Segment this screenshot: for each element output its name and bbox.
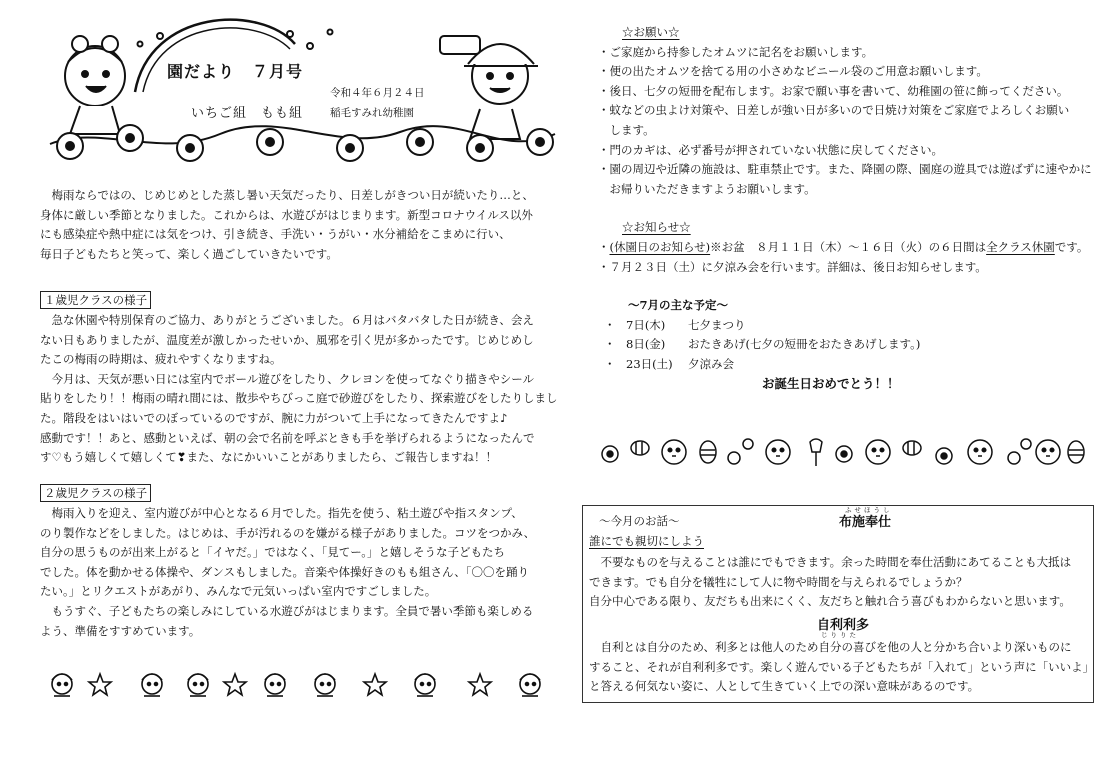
flower-icon: [728, 439, 753, 464]
section-heading: １歳児クラスの様子: [40, 291, 151, 309]
section-1-year-class: [40, 291, 558, 468]
talk-body-2: [589, 638, 1094, 697]
talk-line: できます。でも自分を犠牲にして人に物や時間を与えられるでしょうか？: [589, 574, 968, 589]
flower-icon: [1008, 439, 1031, 464]
header-illustration: [40, 14, 565, 164]
section-line: 急な休園や特別保育のご協力、ありがとうございました。６月はバタバタした日が続き、会え: [51, 313, 534, 327]
monthly-talk-box: [582, 505, 1094, 703]
section-line: 今月は、天気が悪い日には室内でボール遊びをしたり、クレヨンを使ってなぐり描きやシール: [51, 371, 535, 386]
schedule-date: 8日(金): [626, 337, 666, 352]
requests-section: [598, 23, 1092, 199]
notices-section: [598, 238, 1088, 277]
section-line: たこの梅雨の時期は、疲れやすくなりますね。: [40, 352, 282, 367]
request-item: ・蚊などの虫よけ対策や、日差しが強い日が多いので日焼け対策をご家庭でよろしくお願い: [598, 103, 1070, 118]
bird-icon: [766, 440, 790, 464]
requests-title: ☆お願い☆: [622, 25, 680, 39]
closure-notice-end: です。: [1054, 240, 1089, 254]
talk-title-1-ruby: ふせほうし: [845, 506, 893, 514]
fairy-icon: [415, 674, 435, 696]
egg-icon: [1068, 441, 1084, 463]
flower-icon: [836, 446, 852, 462]
schedule-section: [604, 296, 920, 374]
request-item: お帰りいただきますようお願いします。: [598, 181, 816, 196]
section-2-year-class: [40, 484, 535, 641]
star-icon: [469, 674, 491, 695]
bird-icon: [662, 440, 686, 464]
intro-line: にも感染症や熱中症には気をつけ、引き続き、手洗い・うがい・水分補給をこまめに行い、: [40, 227, 511, 242]
tulip-icon: [810, 439, 822, 466]
schedule-event: 七夕まつり: [688, 317, 746, 332]
talk-title-2: 自利利多: [817, 618, 870, 633]
talk-line: と答える何気ない姿に、人として生きていく上での深い意味があるのです。: [589, 679, 980, 694]
fairy-icon: [52, 674, 72, 696]
section-line: たい。」とリクエストがあがり、みんなで元気いっぱい室内ですごしました。: [40, 584, 437, 599]
talk-label: ～今月のお話～: [599, 514, 680, 528]
section-line: ない日もありましたが、温度差が激しかったせいか、風邪を引く児が多かったです。じめじめし: [40, 332, 534, 347]
section-line: のり製作などをしました。はじめは、手が汚れるのを嫌がる様子がありました。コツをつかみ、: [40, 525, 536, 540]
schedule-bullet: ・: [604, 356, 616, 371]
talk-line: 自分中心である限り、友だちも出来にくく、友だちと触れ合う喜びもわからないと思います。: [589, 594, 1071, 609]
birds-flowers-border: [596, 428, 1086, 472]
talk-body-1: [589, 553, 1071, 612]
section-line: でした。体を動かせる体操や、ダンスもしました。音楽や体操好きのもも組さん、「〇〇を踊り: [40, 564, 529, 579]
flower-icon: [936, 448, 952, 464]
star-icon: [224, 674, 246, 695]
closure-emphasis: 全クラス休園: [986, 240, 1055, 254]
schedule-event: おたきあげ(七夕の短冊をおたきあげします。): [688, 337, 921, 352]
request-item: ・ご家庭から持参したオムツに記名をお願いします。: [598, 44, 874, 59]
request-item: ・後日、七夕の短冊を配布します。お家で願い事を書いて、幼稚園の笹に飾ってください。: [598, 83, 1069, 98]
issue-date: 令和４年６月２４日: [330, 87, 425, 99]
star-icon: [89, 674, 111, 695]
notice-item: ・７月２３日（土）に夕涼み会を行います。詳細は、後日お知らせします。: [598, 259, 987, 274]
talk-line: 自利とは自分のため、利多とは他人のため自分の喜びを他の人と分かち合いより深いものに: [600, 640, 1072, 654]
bird-icon: [866, 440, 890, 464]
section-line: 梅雨入りを迎え、室内遊びが中心となる６月でした。指先を使う、粘土遊びや指スタンプ、: [51, 506, 523, 520]
fairy-icon: [315, 674, 335, 696]
schedule-bullet: ・: [604, 337, 616, 352]
bee-icon: [903, 441, 921, 455]
talk-line: 不要なものを与えることは誰にでもできます。余った時間を奉仕活動にあてることも大抵は: [600, 555, 1072, 569]
section-line: 感動です！！あと、感動といえば、朝の会で名前を呼ぶときも手を挙げられるようになったんで: [40, 430, 535, 445]
request-item: ・園の周辺や近隣の施設は、駐車禁止です。また、降園の際、園庭の遊具では遊ばずに速やかに: [598, 162, 1092, 177]
fairy-icon: [142, 674, 162, 696]
intro-paragraph: [40, 186, 556, 264]
section-line: よう、準備をすすめています。: [40, 623, 201, 638]
closure-notice-text: ※お盆 ８月１１日（木）～１６日（火）の６日間は: [710, 240, 987, 254]
intro-line: 身体に厳しい季節となりました。これからは、水遊びがはじまります。新型コロナウイルス以外: [40, 207, 533, 222]
egg-icon: [700, 441, 716, 463]
section-line: た。階段をはいはいでのぼっているのですが、腕に力がついて上手になってきたんですよ♪: [40, 410, 508, 425]
schedule-date: 7日(木): [626, 317, 666, 332]
section-line: 自分の思うものが出来上がると「イヤだ。」ではなく、「見てー。」と嬉しそうな子どもたち: [40, 545, 506, 560]
section-line: 貼りをしたり！！梅雨の晴れ間には、散歩やちびっこ庭で砂遊びをしたり、探索遊びをしたりしまし: [40, 391, 558, 406]
notices-title: ☆お知らせ☆: [622, 220, 691, 234]
schedule-event: 夕涼み会: [688, 356, 734, 371]
closure-notice-label: (休園日のお知らせ): [609, 240, 711, 254]
schedule-bullet: ・: [604, 317, 616, 332]
talk-title-2-ruby: じりりた: [821, 631, 859, 639]
section-line: す♡もう嬉しくて嬉しくて❣また、なにかいいことがありましたら、ご報告しますね！！: [40, 450, 497, 465]
newsletter-title: 園だより ７月号: [167, 62, 304, 81]
section-heading: ２歳児クラスの様子: [40, 484, 151, 502]
bird-icon: [1036, 440, 1060, 464]
fairy-icon: [265, 674, 285, 696]
request-item: ・便の出たオムツを捨てる用の小さめなビニール袋のご用意お願いします。: [598, 64, 988, 79]
intro-line: 毎日子どもたちと笑って、楽しく過ごしていきたいです。: [40, 246, 338, 261]
schedule-item: [604, 355, 920, 375]
fairy-icon: [520, 674, 540, 696]
schedule-date: 23日(土): [626, 356, 673, 371]
school-name: 稲毛すみれ幼稚園: [330, 107, 414, 119]
class-names: いちご組 もも組: [191, 106, 304, 121]
notice-item: [598, 238, 1088, 258]
bee-icon: [631, 441, 649, 455]
flower-icon: [602, 446, 618, 462]
fairy-icon: [188, 674, 208, 696]
talk-line: すること、それが自利利多です。楽しく遊んでいる子どもたちが「入れて」という声に「いいよ」: [589, 659, 1095, 674]
request-item: します。: [598, 122, 655, 137]
section-line: もうすぐ、子どもたちの楽しみにしている水遊びがはじまります。全員で暑い季節も楽しめる: [51, 603, 534, 618]
intro-line: 梅雨ならではの、じめじめとした蒸し暑い天気だったり、日差しがきつい日が続いたり…と、: [51, 188, 534, 202]
request-item: ・門のカギは、必ず番号が押されていない状態に戻してください。: [598, 142, 943, 157]
schedule-item: [604, 316, 920, 336]
talk-title-1: 布施奉仕: [839, 515, 892, 530]
birthday-message: お誕生日おめでとう！！: [762, 376, 900, 391]
bird-icon: [968, 440, 992, 464]
talk-subtitle: 誰にでも親切にしよう: [589, 534, 704, 548]
schedule-title: ～7月の主な予定～: [628, 298, 729, 312]
star-icon: [364, 674, 386, 695]
schedule-item: [604, 335, 920, 355]
notice-bullet: ・: [598, 240, 610, 254]
fairies-stars-border: [40, 666, 560, 706]
